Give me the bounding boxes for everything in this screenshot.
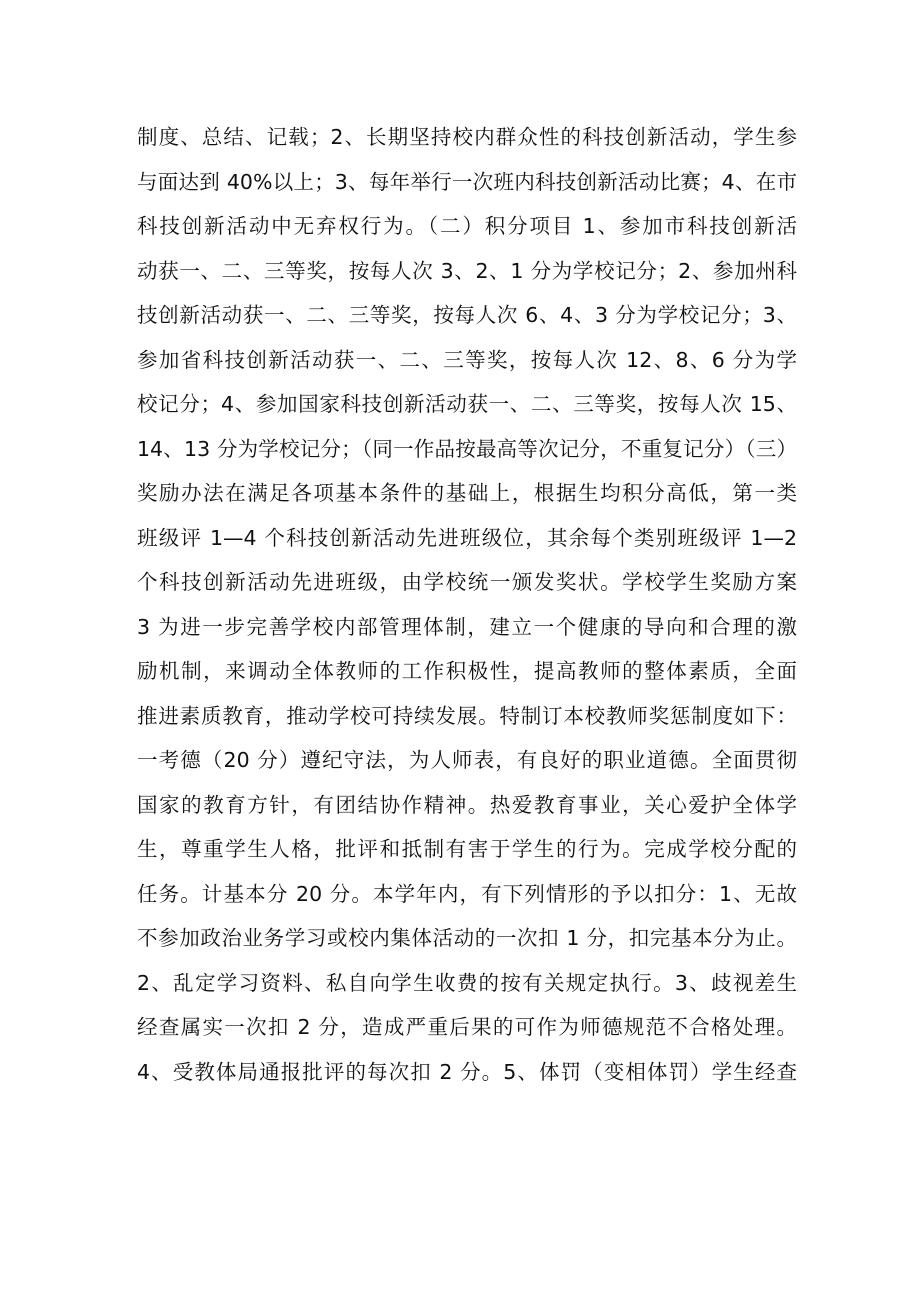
text-line: 4、受教体局通报批评的每次扣 2 分。5、体罚（变相体罚）学生经查 [137, 1059, 797, 1084]
text-line: 制度、总结、记载；2、长期坚持校内群众性的科技创新活动，学生参 [137, 125, 797, 149]
text-line: 与面达到 40%以上；3、每年举行一次班内科技创新活动比赛；4、在市 [137, 169, 797, 194]
text-line: 生，尊重学生人格，批评和抵制有害于学生的行为。完成学校分配的 [137, 837, 797, 861]
text-line: 科技创新活动中无弃权行为。（二）积分项目 1、参加市科技创新活 [137, 214, 797, 238]
text-line: 奖励办法在满足各项基本条件的基础上，根据生均积分高低，第一类 [137, 481, 797, 505]
text-line: 参加省科技创新活动获一、二、三等奖，按每人次 12、8、6 分为学 [137, 347, 797, 372]
text-line: 国家的教育方针，有团结协作精神。热爱教育事业，关心爱护全体学 [137, 792, 797, 817]
text-line: 2、乱定学习资料、私自向学生收费的按有关规定执行。3、歧视差生 [137, 970, 797, 995]
text-line: 经查属实一次扣 2 分，造成严重后果的可作为师德规范不合格处理。 [137, 1015, 797, 1039]
text-line: 3 为进一步完善学校内部管理体制，建立一个健康的导向和合理的激 [137, 614, 797, 639]
text-line: 技创新活动获一、二、三等奖，按每人次 6、4、3 分为学校记分；3、 [137, 303, 797, 327]
text-line: 14、13 分为学校记分；（同一作品按最高等次记分，不重复记分）（三） [137, 436, 797, 461]
text-line: 班级评 1—4 个科技创新活动先进班级位，其余每个类别班级评 1—2 [137, 525, 797, 550]
text-line: 校记分；4、参加国家科技创新活动获一、二、三等奖，按每人次 15、 [137, 392, 797, 416]
text-line: 推进素质教育，推动学校可持续发展。特制订本校教师奖惩制度如下： [137, 703, 797, 728]
body-text [137, 115, 797, 1094]
text-line: 动获一、二、三等奖，按每人次 3、2、1 分为学校记分；2、参加州科 [137, 258, 797, 283]
text-line: 个科技创新活动先进班级，由学校统一颁发奖状。学校学生奖励方案 [137, 570, 797, 594]
text-line: 一考德（20 分）遵纪守法，为人师表，有良好的职业道德。全面贯彻 [137, 748, 797, 772]
text-line: 不参加政治业务学习或校内集体活动的一次扣 1 分，扣完基本分为止。 [137, 926, 797, 950]
text-line: 任务。计基本分 20 分。本学年内，有下列情形的予以扣分：1、无故 [137, 881, 797, 906]
text-line: 励机制，来调动全体教师的工作积极性，提高教师的整体素质，全面 [137, 659, 797, 683]
